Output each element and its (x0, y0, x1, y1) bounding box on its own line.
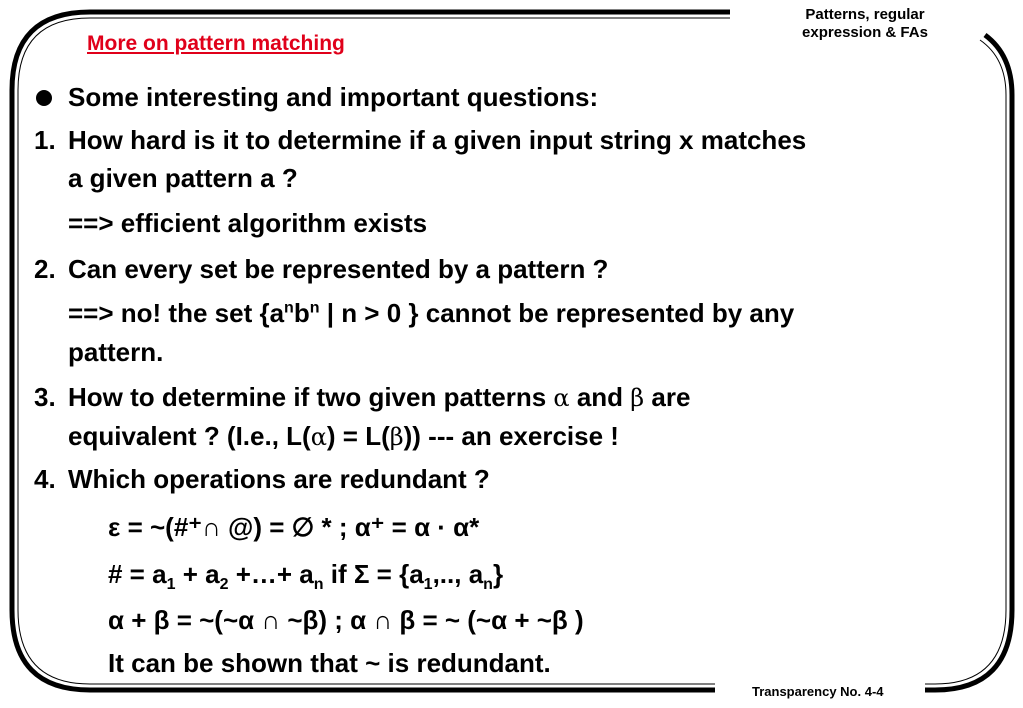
question-text: How hard is it to determine if a given input string x matches (68, 125, 807, 155)
question-number: 2. (34, 254, 56, 284)
question-1 (0, 125, 1000, 155)
question-text: Can every set be represented by a pattern ? (68, 254, 609, 284)
question-text: a given pattern a ? (68, 163, 298, 193)
question-text: How to determine if two given patterns α and β are (68, 382, 691, 412)
question-text: Which operations are redundant ? (68, 464, 490, 494)
question-3-cont (0, 421, 1000, 451)
answer-1 (0, 208, 1000, 238)
question-1-cont (0, 163, 1000, 193)
answer-text: ==> efficient algorithm exists (68, 208, 428, 238)
answer-2-cont (0, 337, 1000, 367)
sub-item-3 (0, 605, 1000, 635)
answer-text: ==> no! the set {$a^nb^n$ | n > 0 } cannot be represented by any (68, 298, 795, 328)
sub-item-4 (0, 648, 1000, 678)
answer-text: pattern. (68, 337, 164, 367)
question-number: 1. (34, 125, 56, 155)
section-label (770, 6, 960, 42)
sub-item-text: It can be shown that ~ is redundant. (108, 648, 551, 678)
sub-item-text: # = $a_1 + a_2$ +…+ $a_n$ if $\Sigma = \{a_1$,.., $a_n$} (108, 559, 504, 594)
slide-title: More on pattern matching (87, 32, 345, 55)
answer-2 (0, 298, 1000, 328)
question-2 (0, 254, 1000, 284)
sub-item-text: ε = ~(#⁺∩ @) = ∅ * ; α⁺ = α · α* (108, 512, 480, 542)
question-3 (0, 382, 1000, 412)
question-text: equivalent ? (I.e., L(α) = L(β)) --- an exercise ! (68, 421, 619, 451)
page-number: Transparency No. 4-4 (752, 684, 884, 699)
bullet-dot-icon (36, 90, 52, 106)
question-number: 3. (34, 382, 56, 412)
sub-item-text: α + β = ~(~α ∩ ~β) ; α ∩ β = ~ (~α + ~β ) (108, 605, 584, 635)
section-label-line2: expression & FAs (802, 24, 928, 41)
bullet-item (0, 82, 1000, 112)
sub-item-2 (0, 559, 1000, 594)
bullet-text: Some interesting and important questions: (68, 82, 599, 112)
section-label-line1: Patterns, regular (805, 6, 925, 23)
question-4 (0, 464, 1000, 494)
question-number: 4. (34, 464, 56, 494)
sub-item-1 (0, 512, 1000, 542)
